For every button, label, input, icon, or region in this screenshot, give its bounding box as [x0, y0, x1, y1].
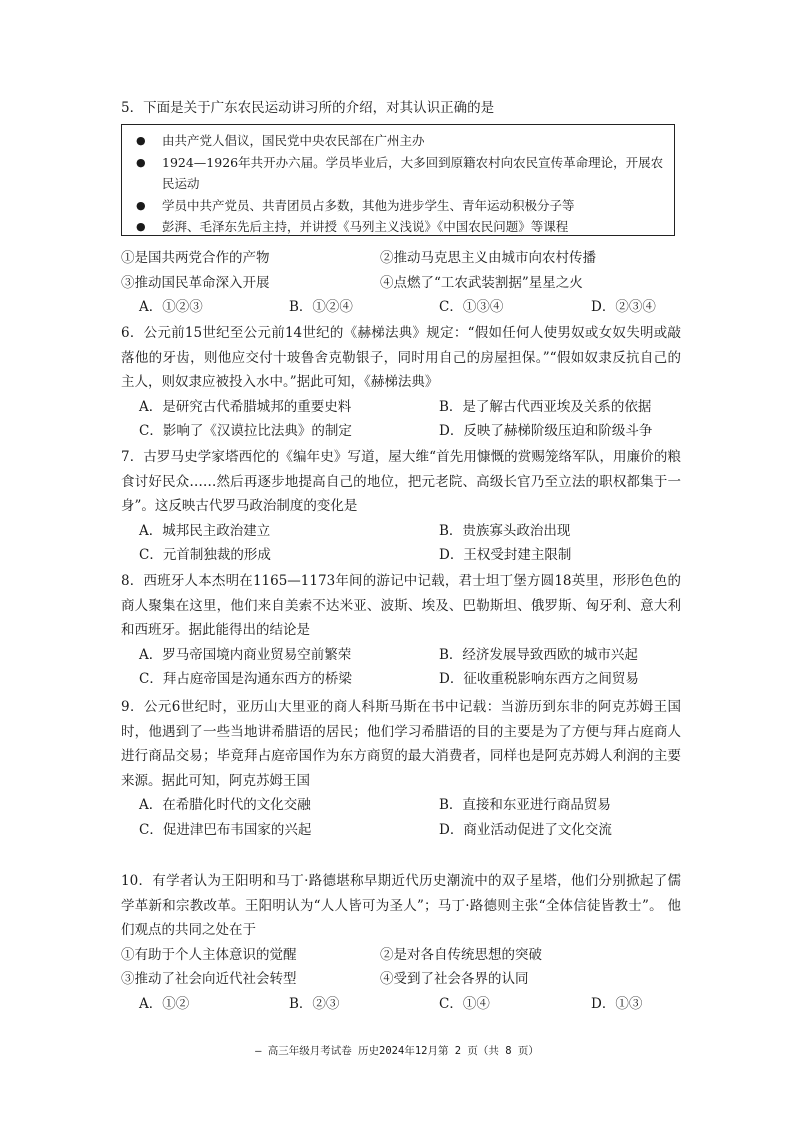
- statement-item: ③推动国民革命深入开展: [121, 274, 270, 291]
- question-7-stem: 7．古罗马史学家塔西佗的《编年史》写道，屋大维“首先用慷慨的赏赐笼络军队，用廉价的粮食讨好民众……然后再逐步地提高自己的地位，把元老院、高级长官乃至立法的职权都集于一身”。这反映古代罗马政治制度的变化是: [121, 449, 681, 514]
- question-6-stem: 6．公元前15世纪至公元前14世纪的《赫梯法典》规定：“假如任何人使男奴或女奴失明或敲落他的牙齿，则他应交付十玻鲁舍克勒银子，同时用自己的房屋担保。”“假如奴隶反抗自己的主人，则奴隶应被投入水中。”据此可知，《赫梯法典》: [121, 325, 681, 390]
- option-d[interactable]: D．商业活动促进了文化交流: [439, 821, 612, 838]
- option-d[interactable]: D．反映了赫梯阶级压迫和阶级斗争: [439, 423, 653, 439]
- info-bullet: ● 1924—1926年共开办六届。学员毕业后，大多回到原籍农村向农民宣传革命理论，开展农民运动: [134, 152, 664, 195]
- question-10: [121, 869, 681, 1016]
- question-10-stem: 10．有学者认为王阳明和马丁·路德堪称早期近代历史潮流中的双子星塔，他们分别掀起了儒学革新和宗教改革。王阳明认为“人人皆可为圣人”；马丁·路德则主张“全体信徒皆教士”。 他们观点的共同之处在于: [121, 873, 681, 938]
- option-b[interactable]: B．贵族寡头政治出现: [439, 522, 571, 539]
- statement-item: ④受到了社会各界的认同: [380, 971, 529, 987]
- info-bullet: ● 彭湃、毛泽东先后主持，并讲授《马列主义浅说》《中国农民问题》等课程: [134, 216, 664, 238]
- option-a[interactable]: A．罗马帝国境内商业贸易空前繁荣: [139, 646, 352, 663]
- question-7: [121, 445, 681, 568]
- option-d[interactable]: D．①③: [591, 995, 643, 1012]
- question-8: [121, 569, 681, 692]
- question-5: [121, 96, 681, 121]
- question-9: [121, 695, 681, 842]
- option-a[interactable]: A．①②: [139, 995, 190, 1012]
- question-9-stem: 9．公元6世纪时，亚历山大里亚的商人科斯马斯在书中记载：当游历到东非的阿克苏姆王国时，他遇到了一些当地讲希腊语的居民；他们学习希腊语的目的主要是为了方便与拜占庭商人进行商品交易；毕竟拜占庭帝国作为东方商贸的最大消费者，同样也是阿克苏姆人利润的主要来源。据此可知，阿克苏姆王国: [121, 699, 681, 789]
- bullet-dot-icon: ●: [136, 155, 146, 169]
- info-bullet: ● 学员中共产党员、共青团员占多数，其他为进步学生、青年运动积极分子等: [134, 195, 664, 217]
- option-c[interactable]: C．①③④: [439, 299, 504, 315]
- option-a[interactable]: A．是研究古代希腊城邦的重要史料: [139, 398, 352, 415]
- option-d[interactable]: D．②③④: [591, 299, 656, 315]
- statement-item: ②推动马克思主义由城市向农村传播: [380, 250, 596, 266]
- option-c[interactable]: C．拜占庭帝国是沟通东西方的桥梁: [139, 671, 352, 687]
- info-box: [121, 124, 675, 236]
- option-b[interactable]: B．直接和东亚进行商品贸易: [439, 797, 611, 813]
- option-d[interactable]: D．王权受封建主限制: [439, 547, 572, 563]
- option-a[interactable]: A．城邦民主政治建立: [139, 522, 271, 539]
- option-d[interactable]: D．征收重税影响东西方之间贸易: [439, 671, 639, 687]
- bullet-dot-icon: ●: [136, 134, 146, 147]
- statement-item: ①有助于个人主体意识的觉醒: [121, 946, 297, 963]
- option-c[interactable]: C．促进津巴布韦国家的兴起: [139, 821, 312, 838]
- option-b[interactable]: B．经济发展导致西欧的城市兴起: [439, 646, 638, 663]
- page-footer: – 高三年级月考试卷 历史2024年12月第 2 页（共 8 页）: [255, 1045, 539, 1057]
- question-8-stem: 8．西班牙人本杰明在1165—1173年间的游记中记载，君士坦丁堡方圆18英里，形形色色的商人聚集在这里，他们来自美索不达米亚、波斯、埃及、巴勒斯坦、俄罗斯、匈牙利、意大利和西班牙。据此能得出的结论是: [121, 573, 681, 638]
- statement-item: ③推动了社会向近代社会转型: [121, 971, 297, 987]
- option-c[interactable]: C．元首制独裁的形成: [139, 547, 271, 563]
- statement-item: ②是对各自传统思想的突破: [380, 946, 542, 963]
- option-a[interactable]: A．在希腊化时代的文化交融: [139, 797, 311, 813]
- question-5-stem: 5．下面是关于广东农民运动讲习所的介绍，对其认识正确的是: [121, 100, 495, 116]
- option-a[interactable]: A．①②③: [139, 299, 203, 315]
- option-b[interactable]: B．是了解古代西亚埃及关系的依据: [439, 398, 652, 415]
- bullet-dot-icon: ●: [136, 198, 146, 212]
- option-c[interactable]: C．①④: [439, 995, 490, 1012]
- statement-item: ①是国共两党合作的产物: [121, 250, 270, 266]
- question-6: [121, 321, 681, 444]
- info-bullet: ● 由共产党人倡议，国民党中央农民部在广州主办: [134, 130, 664, 152]
- bullet-dot-icon: ●: [136, 220, 146, 233]
- option-b[interactable]: B．①②④: [289, 299, 353, 315]
- option-b[interactable]: B．②③: [289, 995, 340, 1012]
- statement-item: ④点燃了“工农武装割据”星星之火: [380, 274, 583, 291]
- option-c[interactable]: C．影响了《汉谟拉比法典》的制定: [139, 423, 352, 439]
- question-5-items: [121, 246, 681, 320]
